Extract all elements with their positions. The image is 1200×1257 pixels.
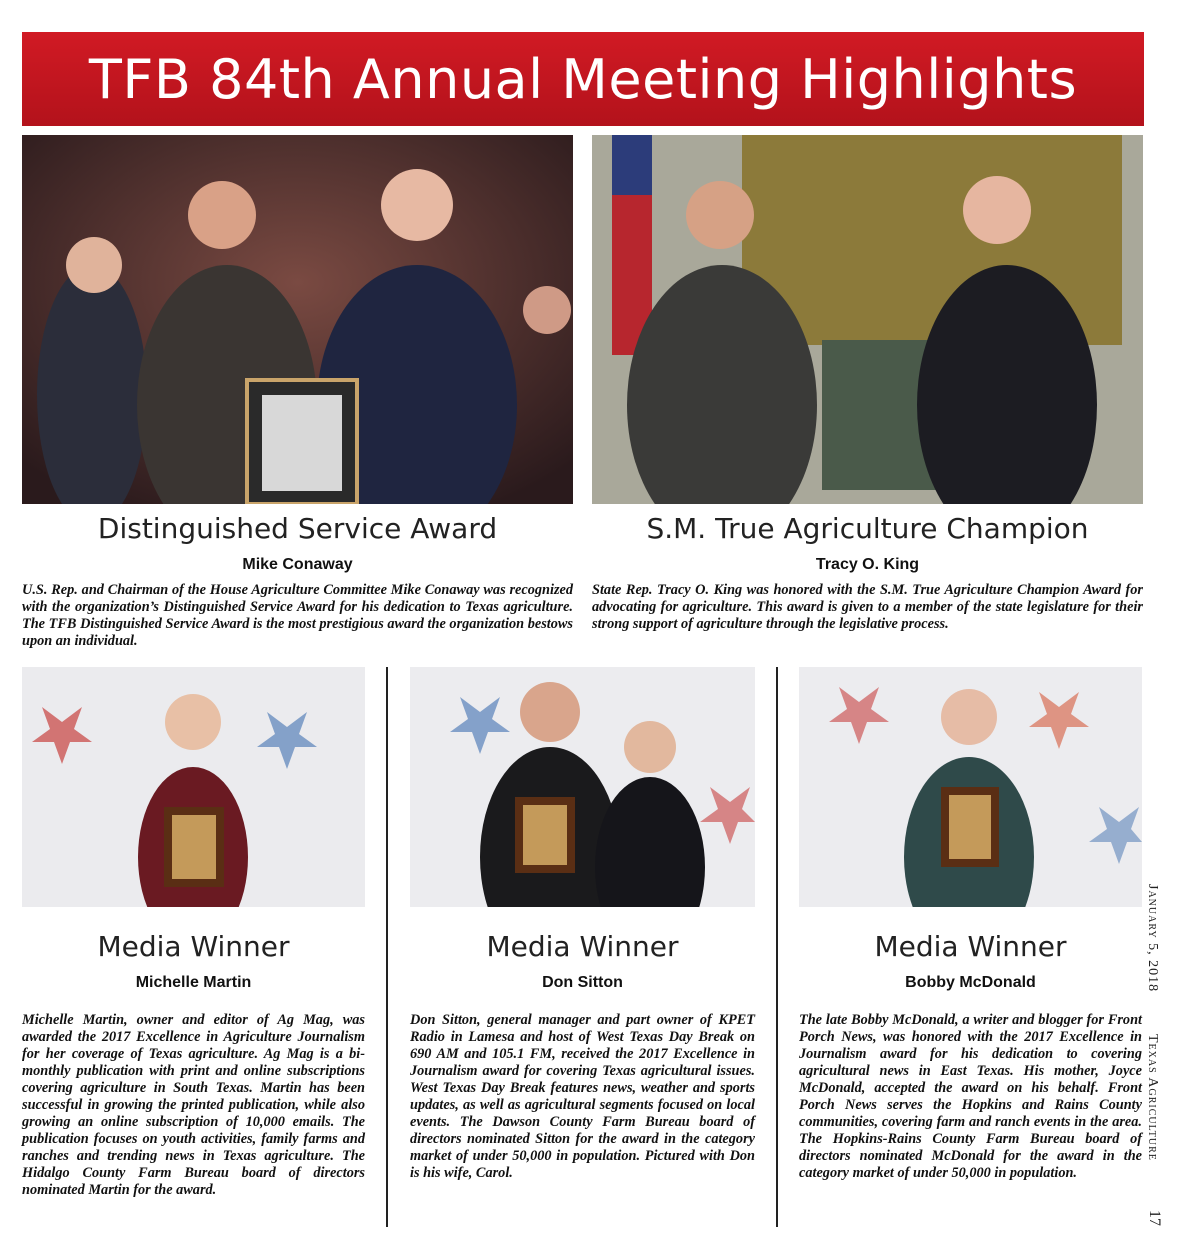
photo-bobby-mcdonald <box>799 667 1142 907</box>
photo-don-sitton <box>410 667 755 907</box>
header-banner <box>22 32 1144 126</box>
award-title-media-3: Media Winner <box>874 930 1067 963</box>
photo-michelle-martin <box>22 667 365 907</box>
photo-distinguished-service <box>22 135 573 504</box>
award-title-sm-true: S.M. True Agriculture Champion <box>646 512 1089 545</box>
award-title-media-2: Media Winner <box>486 930 679 963</box>
winner-name-martin: Michelle Martin <box>135 974 252 991</box>
publication-name: Texas Agriculture <box>1145 1034 1160 1161</box>
winner-name-mcdonald: Bobby McDonald <box>905 974 1036 991</box>
caption-king: State Rep. Tracy O. King was honored with the S.M. True Agriculture Champion Award for advocating for agriculture. This award is given to a member of the state legislature for their strong support of agriculture through the legislative process. <box>592 582 1143 632</box>
award-title-distinguished: Distinguished Service Award <box>97 512 498 545</box>
photo-sm-true-champion <box>592 135 1143 504</box>
award-title-media-1: Media Winner <box>97 930 290 963</box>
caption-conaway: U.S. Rep. and Chairman of the House Agriculture Committee Mike Conaway was recognized with the organization’s Distinguished Service Award for his dedication to Texas agriculture. The TFB Distinguished Service Award is the most prestigious award the organization bestows upon an individual. <box>22 582 573 649</box>
winner-name-king: Tracy O. King <box>815 556 920 573</box>
caption-martin: Michelle Martin, owner and editor of Ag Mag, was awarded the 2017 Excellence in Agriculture Journalism for her coverage of Texas agriculture. Ag Mag is a bi-monthly publication with print and online subscriptions covering agriculture in South Texas. Martin has been successful in growing the printed publication, while also growing an online subscription of 10,000 emails. The publication focuses on youth activities, family farms and ranches and trending news in Texas agriculture. The Hidalgo County Farm Bureau board of directors nominated Martin for the award. <box>22 1012 365 1198</box>
page-title: TFB 84th Annual Meeting Highlights <box>88 47 1078 111</box>
issue-date: January 5, 2018 <box>1145 884 1160 993</box>
page-number: 17 <box>1146 1210 1163 1226</box>
winner-name-conaway: Mike Conaway <box>242 556 353 573</box>
caption-mcdonald: The late Bobby McDonald, a writer and blogger for Front Porch News, was honored with the 2017 Excellence in Journalism award for his dedication to covering agricultural news in East Texas. His mother, Joyce McDonald, accepted the award on his behalf. Front Porch News serves the Hopkins and Rains County communities, covering farm and ranch events in the area. The Hopkins-Rains County Farm Bureau board of directors nominated McDonald for the award in the category market of under 50,000 in population. <box>799 1012 1142 1181</box>
column-divider-1 <box>386 667 388 1227</box>
winner-name-sitton: Don Sitton <box>542 974 623 991</box>
caption-sitton: Don Sitton, general manager and part owner of KPET Radio in Lamesa and host of West Texas Day Break on 690 AM and 105.1 FM, received the 2017 Excellence in Journalism award for covering Texas agricultural issues. West Texas Day Break features news, weather and sports updates, as well as agricultural segments focused on local events. The Dawson County Farm Bureau board of directors nominated Sitton for the award in the category market of under 50,000 in population. Pictured with Don is his wife, Carol. <box>410 1012 755 1181</box>
column-divider-2 <box>776 667 778 1227</box>
